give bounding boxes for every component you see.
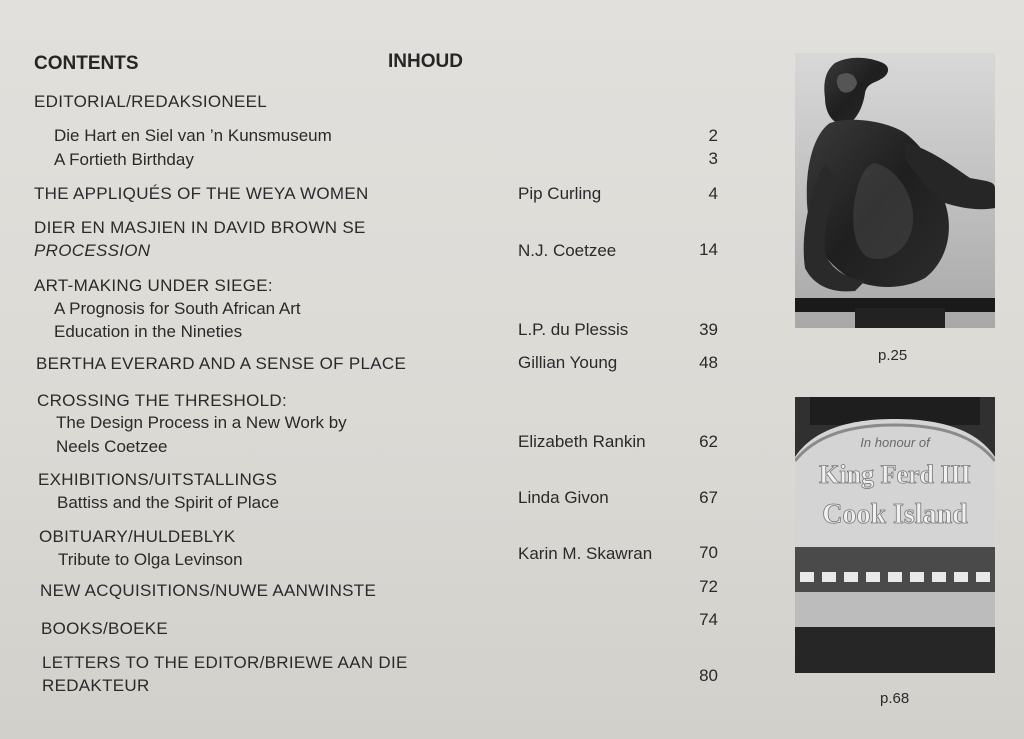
entry-obituary-title: OBITUARY/HULDEBLYK (39, 527, 236, 546)
entry-acquisitions-page: 72 (699, 577, 718, 596)
sculpture-caption: p.25 (878, 347, 908, 364)
entry-threshold-title: CROSSING THE THRESHOLD: (37, 391, 287, 410)
entry-exhibitions-title: EXHIBITIONS/UITSTALLINGS (38, 470, 278, 489)
sculpture-figure-image (795, 53, 995, 328)
entry-obituary-sub: Tribute to Olga Levinson (58, 550, 243, 569)
entry-threshold-sub: The Design Process in a New Work by (56, 413, 347, 432)
entry-editorial-title: EDITORIAL/REDAKSIONEEL (34, 92, 268, 111)
entry-siege-sub: A Prognosis for South African Art (54, 299, 301, 318)
entry-threshold-author: Elizabeth Rankin (518, 432, 646, 451)
entry-siege-title: ART-MAKING UNDER SIEGE: (34, 276, 273, 295)
sign-text-line3: Cook Island (822, 499, 968, 530)
entry-threshold-page: 62 (699, 432, 718, 451)
entry-letters-page: 80 (699, 666, 718, 685)
entry-letters-title: LETTERS TO THE EDITOR/BRIEWE AAN DIE (42, 653, 408, 672)
entry-hart-title: Die Hart en Siel van ’n Kunsmuseum (54, 126, 332, 145)
entry-acquisitions-title: NEW ACQUISITIONS/NUWE AANWINSTE (40, 581, 377, 600)
entry-bertha-title: BERTHA EVERARD AND A SENSE OF PLACE (36, 354, 407, 373)
entry-fortieth-title: A Fortieth Birthday (54, 150, 194, 169)
entry-obituary-page: 70 (699, 543, 718, 562)
entry-dier-title-line2: PROCESSION (34, 241, 151, 260)
entry-siege-page: 39 (699, 320, 718, 339)
sign-text-line1: In honour of (860, 435, 930, 450)
sign-image (795, 397, 995, 673)
entry-weya-title: THE APPLIQUÉS OF THE WEYA WOMEN (34, 184, 369, 203)
entry-weya-author: Pip Curling (518, 184, 602, 203)
entry-books-page: 74 (699, 610, 718, 629)
entry-obituary-author: Karin M. Skawran (518, 544, 653, 563)
entry-exhibitions-sub: Battiss and the Spirit of Place (57, 493, 280, 512)
entry-dier-page: 14 (699, 240, 718, 259)
entry-letters-title-line2: REDAKTEUR (42, 676, 150, 695)
sign-caption: p.68 (880, 690, 910, 707)
sign-text-line2: King Ferd III (819, 460, 971, 489)
inhoud-heading: INHOUD (388, 51, 463, 72)
contents-heading: CONTENTS (34, 53, 139, 74)
entry-exhibitions-page: 67 (699, 488, 718, 507)
entry-weya-page: 4 (708, 184, 718, 203)
entry-siege-author: L.P. du Plessis (518, 320, 629, 339)
entry-threshold-sub-line2: Neels Coetzee (56, 437, 168, 456)
entry-fortieth-page: 3 (708, 149, 718, 168)
sign-photo (795, 397, 995, 673)
entry-dier-title: DIER EN MASJIEN IN DAVID BROWN SE (34, 218, 366, 237)
entry-books-title: BOOKS/BOEKE (41, 619, 169, 638)
entry-dier-author: N.J. Coetzee (518, 241, 617, 260)
entry-exhibitions-author: Linda Givon (518, 488, 609, 507)
sculpture-photo (795, 53, 995, 328)
entry-bertha-author: Gillian Young (518, 353, 618, 372)
entry-hart-page: 2 (708, 126, 718, 145)
entry-bertha-page: 48 (699, 353, 718, 372)
entry-siege-sub-line2: Education in the Nineties (54, 322, 243, 341)
